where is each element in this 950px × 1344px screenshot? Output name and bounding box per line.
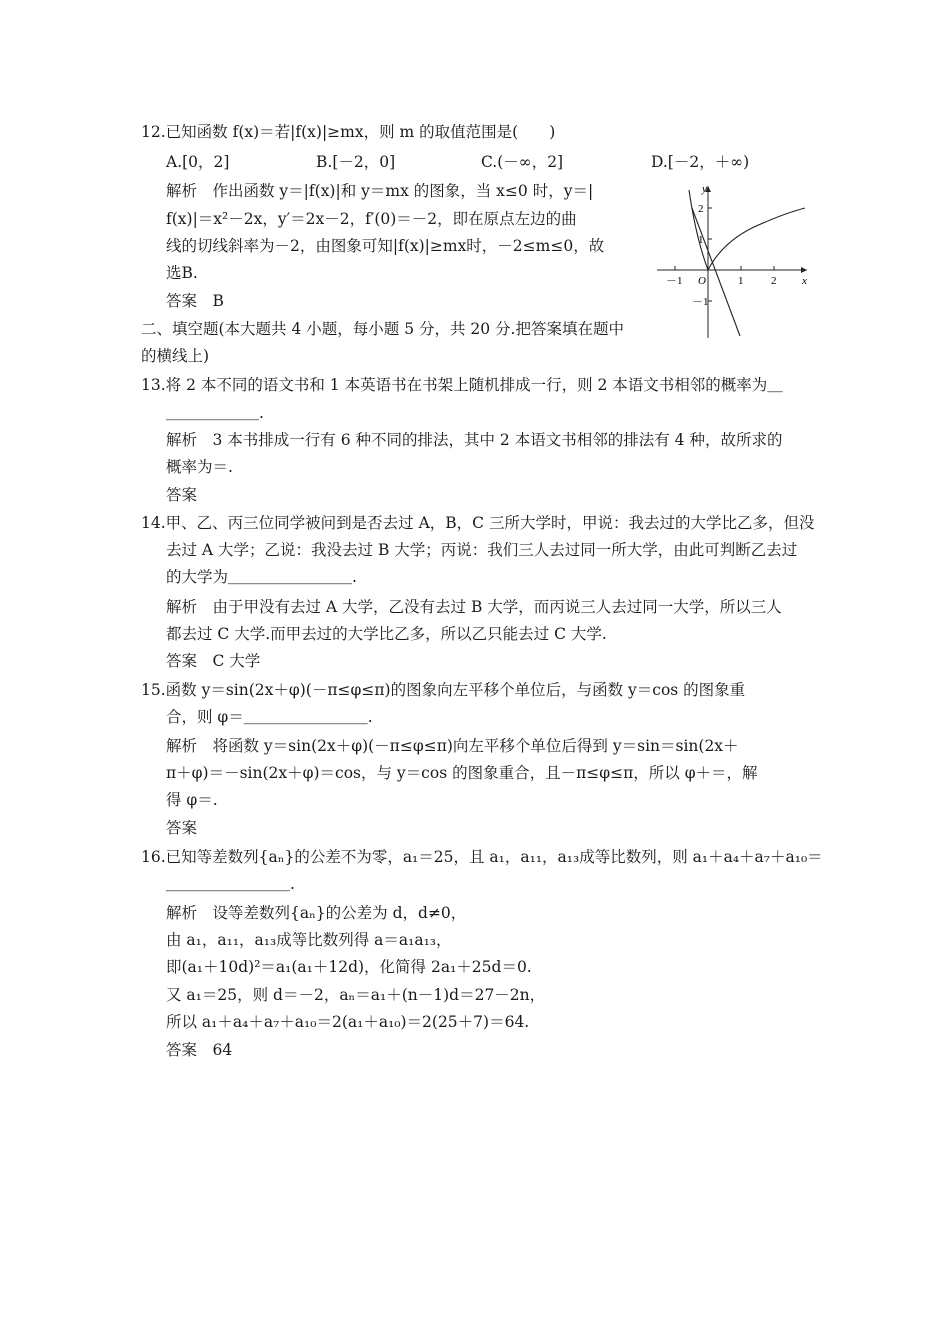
section-heading-cont: 的横线上) [141,347,210,365]
q15-analysis-line-2: π＋φ)＝－sin(2x＋φ)＝cos，与 y＝cos 的图象重合，且－π≤φ≤π，所以 φ＋＝，解 [166,764,758,782]
graph-y-tick: 1 [698,234,704,246]
q14-answer: 答案 C 大学 [166,652,261,670]
graph-y-tick: －1 [692,296,709,308]
q16-analysis-line-3: 即(a₁＋10d)²＝a₁(a₁＋12d)，化简得 2a₁＋25d＝0. [166,958,532,976]
q12-analysis-line-2: f(x)|＝x²－2x，y′＝2x－2，f′(0)＝－2，即在原点左边的曲 [166,210,577,228]
q15-stem-line-2: 合，则 φ＝＿＿＿＿＿＿＿＿. [166,708,373,726]
graph-x-label: x [802,275,807,287]
q16-analysis-line-2: 由 a₁，a₁₁，a₁₃成等比数列得 a＝a₁a₁₃， [166,931,452,949]
q12-option-b: B.[－2，0] [316,153,396,171]
q14-analysis-line-2: 都去过 C 大学.而甲去过的大学比乙多，所以乙只能去过 C 大学. [166,625,607,643]
q13-analysis-line-1: 解析 3 本书排成一行有 6 种不同的排法，其中 2 本语文书相邻的排法有 4 种，故所求的 [166,431,783,449]
graph-y-label: y [702,183,707,195]
q16-analysis-line-5: 所以 a₁＋a₄＋a₇＋a₁₀＝2(a₁＋a₁₀)＝2(25＋7)＝64. [166,1013,530,1031]
graph-x-tick: 2 [771,275,777,287]
q16-answer: 答案 64 [166,1041,233,1059]
q13-answer: 答案 [166,486,198,504]
q13-stem-line-2: ＿＿＿＿＿＿. [166,404,264,422]
q12-answer: 答案 B [166,292,224,310]
section-heading: 二、填空题(本大题共 4 小题，每小题 5 分，共 20 分.把答案填在题中 [141,320,624,338]
q12-option-d: D.[－2，＋∞) [651,153,750,171]
q16-analysis-line-4: 又 a₁＝25，则 d＝－2，aₙ＝a₁＋(n－1)d＝27－2n， [166,986,546,1004]
q16-stem-line-2: ＿＿＿＿＿＿＿＿. [166,875,295,893]
graph-x-tick: －1 [666,275,683,287]
q14-analysis-line-1: 解析 由于甲没有去过 A 大学，乙没有去过 B 大学，而丙说三人去过同一大学，所以三人 [166,598,782,616]
graph-y-tick: 2 [698,203,704,215]
q15-analysis-line-3: 得 φ＝. [166,791,218,809]
q12-analysis-line-1: 解析 作出函数 y＝|f(x)|和 y＝mx 的图象，当 x≤0 时，y＝| [166,182,594,200]
q14-stem-line-1: 14.甲、乙、丙三位同学被问到是否去过 A，B，C 三所大学时，甲说：我去过的大学比乙多，但没 [141,514,815,532]
q13-stem-line-1: 13.将 2 本不同的语文书和 1 本英语书在书架上随机排成一行，则 2 本语文书相邻的概率为＿ [141,376,783,394]
q12-option-c: C.(－∞，2] [481,153,564,171]
q15-analysis-line-1: 解析 将函数 y＝sin(2x＋φ)(－π≤φ≤π)向左平移个单位后得到 y＝sin＝sin(2x＋ [166,737,739,755]
q12-function-graph [652,178,822,343]
graph-origin-label: O [698,275,706,287]
q14-stem-line-3: 的大学为＿＿＿＿＿＿＿＿. [166,568,357,586]
q15-answer: 答案 [166,819,198,837]
q12-stem: 12.已知函数 f(x)＝若|f(x)|≥mx，则 m 的取值范围是( ) [141,123,556,141]
q12-option-a: A.[0，2] [166,153,230,171]
q16-analysis-line-1: 解析 设等差数列{aₙ}的公差为 d，d≠0， [166,904,467,922]
q13-analysis-line-2: 概率为＝. [166,458,233,476]
q16-stem-line-1: 16.已知等差数列{aₙ}的公差不为零，a₁＝25，且 a₁，a₁₁，a₁₃成等比数列，则 a₁＋a₄＋a₇＋a₁₀＝ [141,848,823,866]
q12-analysis-line-3: 线的切线斜率为－2，由图象可知|f(x)|≥mx时，－2≤m≤0，故 [166,237,605,255]
q15-stem-line-1: 15.函数 y＝sin(2x＋φ)(－π≤φ≤π)的图象向左平移个单位后，与函数 y＝cos 的图象重 [141,681,746,699]
graph-x-tick: 1 [738,275,744,287]
q14-stem-line-2: 去过 A 大学；乙说：我没去过 B 大学；丙说：我们三人去过同一所大学，由此可判断乙去过 [166,541,798,559]
q12-analysis-line-4: 选B. [166,264,198,282]
